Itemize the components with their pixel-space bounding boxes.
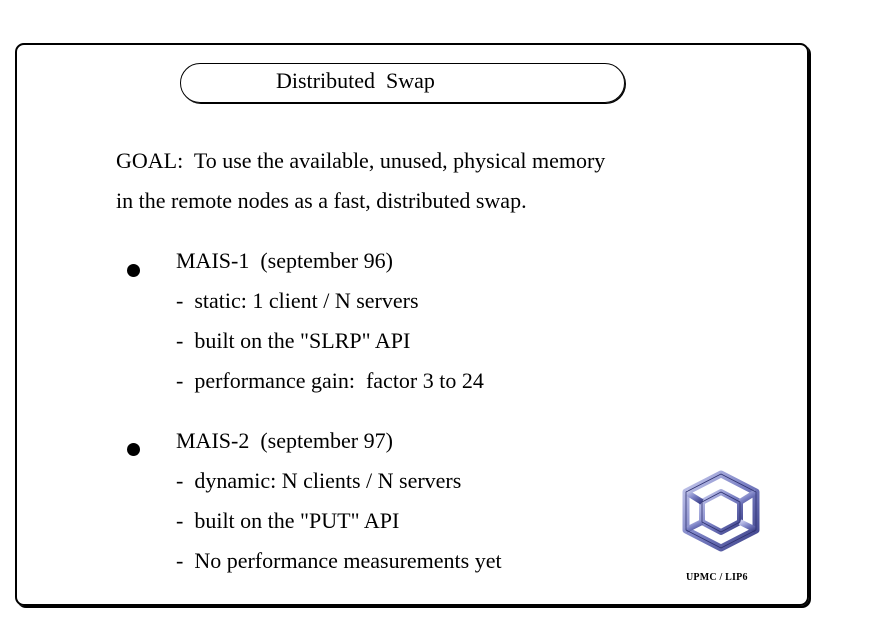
- logo-caption: UPMC / LIP6: [686, 572, 748, 583]
- section-1-item-1: - static: 1 client / N servers: [176, 288, 419, 313]
- section-2-heading: MAIS-2 (september 97): [176, 428, 393, 453]
- section-1-item-3: - performance gain: factor 3 to 24: [176, 368, 484, 393]
- section-1-heading: MAIS-1 (september 96): [176, 248, 393, 273]
- section-2-item-1: - dynamic: N clients / N servers: [176, 468, 462, 493]
- hypercube-logo-icon: [680, 470, 762, 552]
- section-2-item-2: - built on the "PUT" API: [176, 508, 400, 533]
- slide-title: Distributed Swap: [276, 68, 435, 93]
- bullet-icon: [127, 443, 140, 456]
- goal-line-2: in the remote nodes as a fast, distributed swap.: [116, 188, 527, 213]
- goal-line-1: GOAL: To use the available, unused, physical memory: [116, 148, 606, 173]
- bullet-icon: [127, 264, 140, 277]
- section-1-item-2: - built on the "SLRP" API: [176, 328, 411, 353]
- section-2-item-3: - No performance measurements yet: [176, 548, 502, 573]
